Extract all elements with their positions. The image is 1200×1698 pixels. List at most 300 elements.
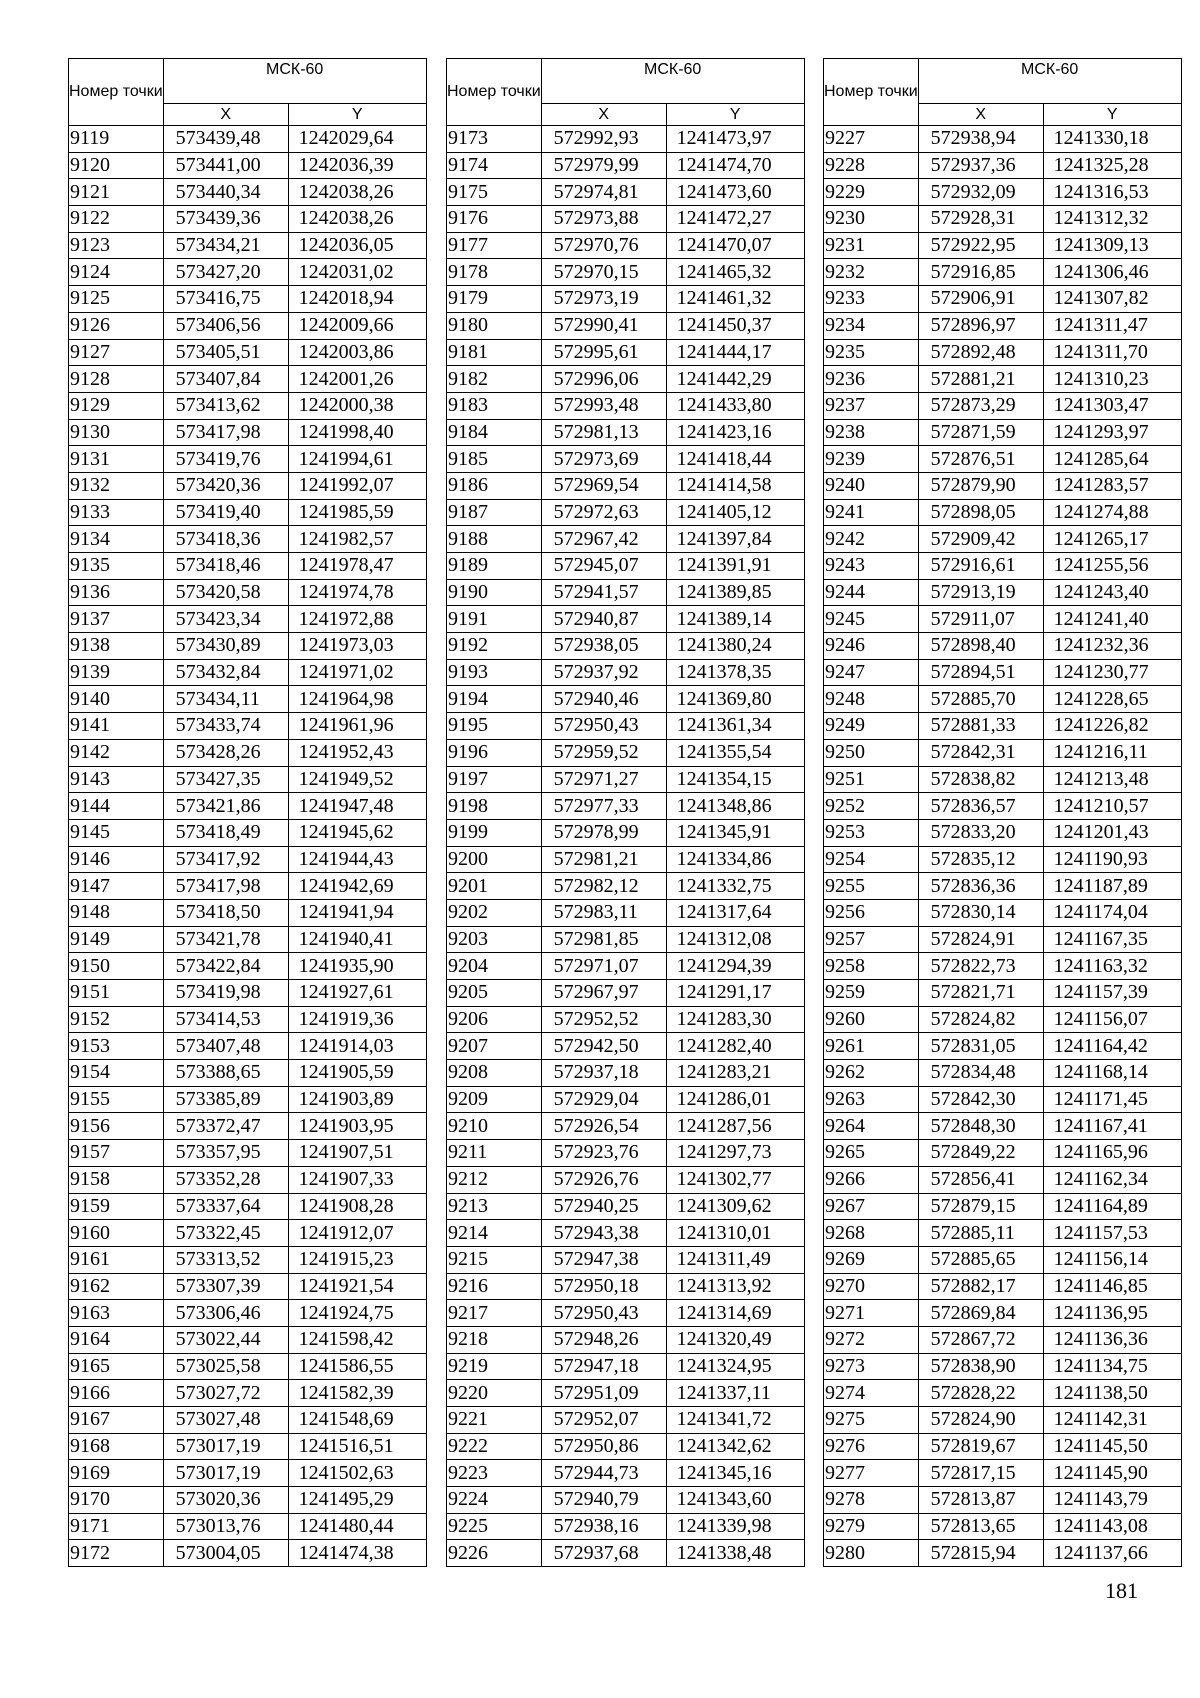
y-coordinate-cell: 1241480,44 (288, 1513, 426, 1540)
point-number-cell: 9276 (824, 1433, 919, 1460)
y-coordinate-cell: 1241389,14 (666, 606, 804, 633)
coordinates-table-2 (446, 58, 805, 1567)
x-coordinate-cell: 572822,73 (918, 953, 1043, 980)
table-row (824, 152, 1182, 179)
table-row (447, 1033, 805, 1060)
y-coordinate-cell: 1241241,40 (1043, 606, 1181, 633)
point-number-cell: 9180 (447, 312, 542, 339)
x-coordinate-cell: 573419,76 (163, 446, 288, 473)
table-row (69, 1060, 427, 1087)
table-row (69, 1433, 427, 1460)
x-header: X (163, 104, 288, 126)
table-row (824, 899, 1182, 926)
x-coordinate-cell: 573416,75 (163, 286, 288, 313)
x-coordinate-cell: 572932,09 (918, 179, 1043, 206)
table-row (447, 312, 805, 339)
y-coordinate-cell: 1241450,37 (666, 312, 804, 339)
table-row (447, 179, 805, 206)
y-coordinate-cell: 1241230,77 (1043, 659, 1181, 686)
point-number-cell: 9277 (824, 1460, 919, 1487)
y-coordinate-cell: 1241316,53 (1043, 179, 1181, 206)
coordinate-system-header: МСК-60 (541, 59, 804, 104)
x-coordinate-cell: 573004,05 (163, 1540, 288, 1567)
y-coordinate-cell: 1241586,55 (288, 1353, 426, 1380)
y-coordinate-cell: 1241474,38 (288, 1540, 426, 1567)
y-coordinate-cell: 1241310,23 (1043, 366, 1181, 393)
coordinate-system-header: МСК-60 (918, 59, 1181, 104)
point-number-cell: 9172 (69, 1540, 164, 1567)
point-number-cell: 9223 (447, 1460, 542, 1487)
table-row (69, 659, 427, 686)
point-number-cell: 9189 (447, 553, 542, 580)
point-number-cell: 9188 (447, 526, 542, 553)
table-row (447, 1487, 805, 1514)
y-coordinate-cell: 1241940,41 (288, 926, 426, 953)
table-row (824, 366, 1182, 393)
x-coordinate-cell: 572972,63 (541, 499, 666, 526)
y-coordinate-cell: 1241907,51 (288, 1140, 426, 1167)
table-row (447, 446, 805, 473)
table-row (69, 1513, 427, 1540)
x-coordinate-cell: 572879,15 (918, 1193, 1043, 1220)
x-coordinate-cell: 573418,36 (163, 526, 288, 553)
y-coordinate-cell: 1241163,32 (1043, 953, 1181, 980)
y-coordinate-cell: 1241949,52 (288, 766, 426, 793)
x-header: X (541, 104, 666, 126)
x-coordinate-cell: 573421,78 (163, 926, 288, 953)
x-coordinate-cell: 572950,18 (541, 1273, 666, 1300)
y-coordinate-cell: 1241343,60 (666, 1487, 804, 1514)
y-coordinate-cell: 1241598,42 (288, 1326, 426, 1353)
x-coordinate-cell: 573428,26 (163, 739, 288, 766)
table-row (447, 126, 805, 153)
y-coordinate-cell: 1241470,07 (666, 232, 804, 259)
y-coordinate-cell: 1241397,84 (666, 526, 804, 553)
y-coordinate-cell: 1241418,44 (666, 446, 804, 473)
point-number-cell: 9166 (69, 1380, 164, 1407)
coordinates-table-1 (68, 58, 427, 1567)
point-number-cell: 9262 (824, 1060, 919, 1087)
point-number-cell: 9165 (69, 1353, 164, 1380)
point-number-cell: 9272 (824, 1326, 919, 1353)
table-row (69, 419, 427, 446)
point-number-cell: 9250 (824, 739, 919, 766)
table-row (69, 1166, 427, 1193)
table-row (824, 1407, 1182, 1434)
y-coordinate-cell: 1241317,64 (666, 899, 804, 926)
y-coordinate-cell: 1241306,46 (1043, 259, 1181, 286)
point-number-cell: 9221 (447, 1407, 542, 1434)
point-number-cell: 9248 (824, 686, 919, 713)
y-coordinate-cell: 1241162,34 (1043, 1166, 1181, 1193)
point-number-cell: 9179 (447, 286, 542, 313)
y-coordinate-cell: 1241582,39 (288, 1380, 426, 1407)
y-coordinate-cell: 1241309,62 (666, 1193, 804, 1220)
x-coordinate-cell: 573022,44 (163, 1326, 288, 1353)
table-row (447, 953, 805, 980)
point-number-cell: 9212 (447, 1166, 542, 1193)
table-row (69, 232, 427, 259)
x-coordinate-cell: 573307,39 (163, 1273, 288, 1300)
point-number-cell: 9141 (69, 713, 164, 740)
table-row (824, 926, 1182, 953)
x-coordinate-cell: 572824,90 (918, 1407, 1043, 1434)
x-coordinate-cell: 572996,06 (541, 366, 666, 393)
y-coordinate-cell: 1241994,61 (288, 446, 426, 473)
y-coordinate-cell: 1241472,27 (666, 206, 804, 233)
y-coordinate-cell: 1241924,75 (288, 1300, 426, 1327)
table-row (824, 1193, 1182, 1220)
y-coordinate-cell: 1241330,18 (1043, 126, 1181, 153)
y-coordinate-cell: 1241164,89 (1043, 1193, 1181, 1220)
table-row (447, 1220, 805, 1247)
y-coordinate-cell: 1241309,13 (1043, 232, 1181, 259)
y-coordinate-cell: 1241255,56 (1043, 553, 1181, 580)
y-coordinate-cell: 1241473,97 (666, 126, 804, 153)
table-row (69, 980, 427, 1007)
y-coordinate-cell: 1241265,17 (1043, 526, 1181, 553)
x-coordinate-cell: 573419,98 (163, 980, 288, 1007)
table-row (69, 1380, 427, 1407)
x-coordinate-cell: 572898,40 (918, 633, 1043, 660)
x-coordinate-cell: 572929,04 (541, 1086, 666, 1113)
x-coordinate-cell: 572938,94 (918, 126, 1043, 153)
y-coordinate-cell: 1241973,03 (288, 633, 426, 660)
x-coordinate-cell: 573013,76 (163, 1513, 288, 1540)
point-number-cell: 9146 (69, 846, 164, 873)
x-coordinate-cell: 572971,07 (541, 953, 666, 980)
point-number-cell: 9137 (69, 606, 164, 633)
table-row (447, 1513, 805, 1540)
point-number-cell: 9273 (824, 1353, 919, 1380)
point-number-cell: 9246 (824, 633, 919, 660)
table-row (69, 1193, 427, 1220)
y-coordinate-cell: 1241342,62 (666, 1433, 804, 1460)
table-row (69, 1487, 427, 1514)
x-coordinate-cell: 572970,15 (541, 259, 666, 286)
table-row (824, 179, 1182, 206)
y-coordinate-cell: 1241473,60 (666, 179, 804, 206)
x-coordinate-cell: 572871,59 (918, 419, 1043, 446)
x-coordinate-cell: 573025,58 (163, 1353, 288, 1380)
point-number-cell: 9225 (447, 1513, 542, 1540)
table-row (447, 819, 805, 846)
table-row (824, 1353, 1182, 1380)
y-coordinate-cell: 1241461,32 (666, 286, 804, 313)
point-number-cell: 9266 (824, 1166, 919, 1193)
y-coordinate-cell: 1241972,88 (288, 606, 426, 633)
point-number-cell: 9232 (824, 259, 919, 286)
table-row (447, 419, 805, 446)
y-coordinate-cell: 1241143,79 (1043, 1487, 1181, 1514)
y-coordinate-cell: 1241465,32 (666, 259, 804, 286)
point-number-cell: 9129 (69, 392, 164, 419)
table-row (824, 980, 1182, 1007)
point-number-cell: 9231 (824, 232, 919, 259)
x-coordinate-cell: 573423,34 (163, 606, 288, 633)
x-coordinate-cell: 572849,22 (918, 1140, 1043, 1167)
point-number-cell: 9249 (824, 713, 919, 740)
point-number-cell: 9120 (69, 152, 164, 179)
table-row (447, 206, 805, 233)
point-number-cell: 9207 (447, 1033, 542, 1060)
x-coordinate-cell: 572938,16 (541, 1513, 666, 1540)
table-row (447, 499, 805, 526)
x-coordinate-cell: 573306,46 (163, 1300, 288, 1327)
point-number-cell: 9169 (69, 1460, 164, 1487)
point-number-cell: 9191 (447, 606, 542, 633)
table-row (69, 206, 427, 233)
x-coordinate-cell: 572992,93 (541, 126, 666, 153)
x-coordinate-cell: 572813,87 (918, 1487, 1043, 1514)
point-number-cell: 9220 (447, 1380, 542, 1407)
point-number-cell: 9197 (447, 766, 542, 793)
point-number-cell: 9148 (69, 899, 164, 926)
table-row (447, 846, 805, 873)
table-row (447, 1326, 805, 1353)
x-coordinate-cell: 572937,68 (541, 1540, 666, 1567)
point-number-cell: 9190 (447, 579, 542, 606)
point-number-cell: 9222 (447, 1433, 542, 1460)
y-coordinate-cell: 1241961,96 (288, 713, 426, 740)
y-coordinate-cell: 1241167,41 (1043, 1113, 1181, 1140)
table-row (824, 126, 1182, 153)
x-coordinate-cell: 572928,31 (918, 206, 1043, 233)
x-coordinate-cell: 572950,43 (541, 1300, 666, 1327)
point-number-cell: 9185 (447, 446, 542, 473)
table-row (824, 392, 1182, 419)
x-coordinate-cell: 572881,21 (918, 366, 1043, 393)
point-number-cell: 9168 (69, 1433, 164, 1460)
x-coordinate-cell: 573352,28 (163, 1166, 288, 1193)
point-number-cell: 9251 (824, 766, 919, 793)
table-row (824, 1540, 1182, 1567)
y-coordinate-cell: 1242000,38 (288, 392, 426, 419)
table-row (824, 579, 1182, 606)
x-coordinate-cell: 573322,45 (163, 1220, 288, 1247)
y-coordinate-cell: 1241964,98 (288, 686, 426, 713)
point-number-cell: 9135 (69, 553, 164, 580)
table-row (447, 793, 805, 820)
x-coordinate-cell: 572926,76 (541, 1166, 666, 1193)
y-coordinate-cell: 1241354,15 (666, 766, 804, 793)
x-coordinate-cell: 573433,74 (163, 713, 288, 740)
point-number-cell: 9164 (69, 1326, 164, 1353)
table-row (447, 1140, 805, 1167)
point-number-cell: 9229 (824, 179, 919, 206)
x-coordinate-cell: 572940,46 (541, 686, 666, 713)
x-coordinate-cell: 572838,90 (918, 1353, 1043, 1380)
table-row (69, 926, 427, 953)
y-coordinate-cell: 1241369,80 (666, 686, 804, 713)
y-coordinate-cell: 1241325,28 (1043, 152, 1181, 179)
x-coordinate-cell: 573337,64 (163, 1193, 288, 1220)
point-number-cell: 9184 (447, 419, 542, 446)
table-row (824, 1086, 1182, 1113)
point-number-cell: 9278 (824, 1487, 919, 1514)
point-number-cell: 9270 (824, 1273, 919, 1300)
point-number-cell: 9227 (824, 126, 919, 153)
y-coordinate-cell: 1242029,64 (288, 126, 426, 153)
table-row (447, 1166, 805, 1193)
x-coordinate-cell: 573017,19 (163, 1433, 288, 1460)
table-row (447, 1246, 805, 1273)
y-coordinate-cell: 1241945,62 (288, 819, 426, 846)
point-number-cell: 9228 (824, 152, 919, 179)
y-coordinate-cell: 1241226,82 (1043, 713, 1181, 740)
x-coordinate-cell: 572973,88 (541, 206, 666, 233)
table-row (447, 232, 805, 259)
x-coordinate-cell: 572885,70 (918, 686, 1043, 713)
table-row (447, 392, 805, 419)
table-row (69, 739, 427, 766)
table-row (447, 633, 805, 660)
x-coordinate-cell: 573407,84 (163, 366, 288, 393)
x-coordinate-cell: 572896,97 (918, 312, 1043, 339)
x-coordinate-cell: 573427,35 (163, 766, 288, 793)
x-coordinate-cell: 572995,61 (541, 339, 666, 366)
y-coordinate-cell: 1242018,94 (288, 286, 426, 313)
point-number-cell: 9235 (824, 339, 919, 366)
table-row (69, 553, 427, 580)
table-row (69, 1540, 427, 1567)
point-number-cell: 9236 (824, 366, 919, 393)
x-coordinate-cell: 572856,41 (918, 1166, 1043, 1193)
x-coordinate-cell: 572941,57 (541, 579, 666, 606)
x-coordinate-cell: 572979,99 (541, 152, 666, 179)
point-number-cell: 9234 (824, 312, 919, 339)
table-row (447, 1353, 805, 1380)
x-coordinate-cell: 572969,54 (541, 472, 666, 499)
y-coordinate-cell: 1241134,75 (1043, 1353, 1181, 1380)
y-coordinate-cell: 1241302,77 (666, 1166, 804, 1193)
y-coordinate-cell: 1241992,07 (288, 472, 426, 499)
x-coordinate-cell: 573441,00 (163, 152, 288, 179)
point-number-cell: 9132 (69, 472, 164, 499)
table-row (447, 980, 805, 1007)
table-row (69, 446, 427, 473)
point-number-cell: 9205 (447, 980, 542, 1007)
point-number-cell: 9182 (447, 366, 542, 393)
point-number-cell: 9265 (824, 1140, 919, 1167)
point-number-cell: 9157 (69, 1140, 164, 1167)
y-coordinate-cell: 1241320,49 (666, 1326, 804, 1353)
x-coordinate-cell: 573414,53 (163, 1006, 288, 1033)
y-coordinate-cell: 1241171,45 (1043, 1086, 1181, 1113)
table-row (824, 1273, 1182, 1300)
table-row (69, 126, 427, 153)
table-row (447, 1300, 805, 1327)
x-coordinate-cell: 573027,72 (163, 1380, 288, 1407)
y-coordinate-cell: 1241145,50 (1043, 1433, 1181, 1460)
y-coordinate-cell: 1241164,42 (1043, 1033, 1181, 1060)
y-coordinate-cell: 1241378,35 (666, 659, 804, 686)
table-row (824, 472, 1182, 499)
x-coordinate-cell: 573419,40 (163, 499, 288, 526)
y-coordinate-cell: 1241165,96 (1043, 1140, 1181, 1167)
y-coordinate-cell: 1241310,01 (666, 1220, 804, 1247)
y-coordinate-cell: 1241216,11 (1043, 739, 1181, 766)
point-number-cell: 9174 (447, 152, 542, 179)
x-coordinate-cell: 572940,25 (541, 1193, 666, 1220)
x-coordinate-cell: 572942,50 (541, 1033, 666, 1060)
table-row (69, 1220, 427, 1247)
point-number-cell: 9199 (447, 819, 542, 846)
x-header: X (918, 104, 1043, 126)
table-row (824, 1220, 1182, 1247)
x-coordinate-cell: 572867,72 (918, 1326, 1043, 1353)
x-coordinate-cell: 572819,67 (918, 1433, 1043, 1460)
y-coordinate-cell: 1241915,23 (288, 1246, 426, 1273)
table-row (824, 713, 1182, 740)
x-coordinate-cell: 572970,76 (541, 232, 666, 259)
table-row (69, 1113, 427, 1140)
y-coordinate-cell: 1241293,97 (1043, 419, 1181, 446)
x-coordinate-cell: 572916,61 (918, 553, 1043, 580)
point-number-cell: 9239 (824, 446, 919, 473)
table-row (69, 1407, 427, 1434)
table-row (447, 1407, 805, 1434)
y-coordinate-cell: 1241187,89 (1043, 873, 1181, 900)
point-number-cell: 9255 (824, 873, 919, 900)
table-row (824, 1033, 1182, 1060)
point-number-header: Номер точки (824, 59, 919, 126)
x-coordinate-cell: 572981,21 (541, 846, 666, 873)
point-number-cell: 9279 (824, 1513, 919, 1540)
table-row (69, 606, 427, 633)
y-coordinate-cell: 1241156,07 (1043, 1006, 1181, 1033)
table-row (824, 819, 1182, 846)
point-number-cell: 9138 (69, 633, 164, 660)
table-row (824, 686, 1182, 713)
point-number-cell: 9260 (824, 1006, 919, 1033)
table-row (824, 419, 1182, 446)
x-coordinate-cell: 572873,29 (918, 392, 1043, 419)
coordinates-body (824, 126, 1182, 1567)
y-coordinate-cell: 1241405,12 (666, 499, 804, 526)
point-number-cell: 9274 (824, 1380, 919, 1407)
point-number-cell: 9193 (447, 659, 542, 686)
x-coordinate-cell: 572923,76 (541, 1140, 666, 1167)
y-coordinate-cell: 1241156,14 (1043, 1246, 1181, 1273)
x-coordinate-cell: 572981,85 (541, 926, 666, 953)
point-number-cell: 9259 (824, 980, 919, 1007)
point-number-cell: 9224 (447, 1487, 542, 1514)
x-coordinate-cell: 573027,48 (163, 1407, 288, 1434)
table-row (824, 526, 1182, 553)
y-coordinate-cell: 1242036,05 (288, 232, 426, 259)
table-row (69, 1033, 427, 1060)
x-coordinate-cell: 572817,15 (918, 1460, 1043, 1487)
y-coordinate-cell: 1241232,36 (1043, 633, 1181, 660)
table-row (447, 766, 805, 793)
x-coordinate-cell: 572922,95 (918, 232, 1043, 259)
x-coordinate-cell: 573357,95 (163, 1140, 288, 1167)
table-row (447, 579, 805, 606)
point-number-cell: 9217 (447, 1300, 542, 1327)
y-coordinate-cell: 1241228,65 (1043, 686, 1181, 713)
x-coordinate-cell: 572947,18 (541, 1353, 666, 1380)
point-number-cell: 9213 (447, 1193, 542, 1220)
table-row (824, 499, 1182, 526)
point-number-cell: 9242 (824, 526, 919, 553)
table-row (69, 819, 427, 846)
table-row (824, 766, 1182, 793)
y-coordinate-cell: 1241982,57 (288, 526, 426, 553)
y-header: Y (1043, 104, 1181, 126)
x-coordinate-cell: 573417,98 (163, 419, 288, 446)
y-coordinate-cell: 1241903,89 (288, 1086, 426, 1113)
